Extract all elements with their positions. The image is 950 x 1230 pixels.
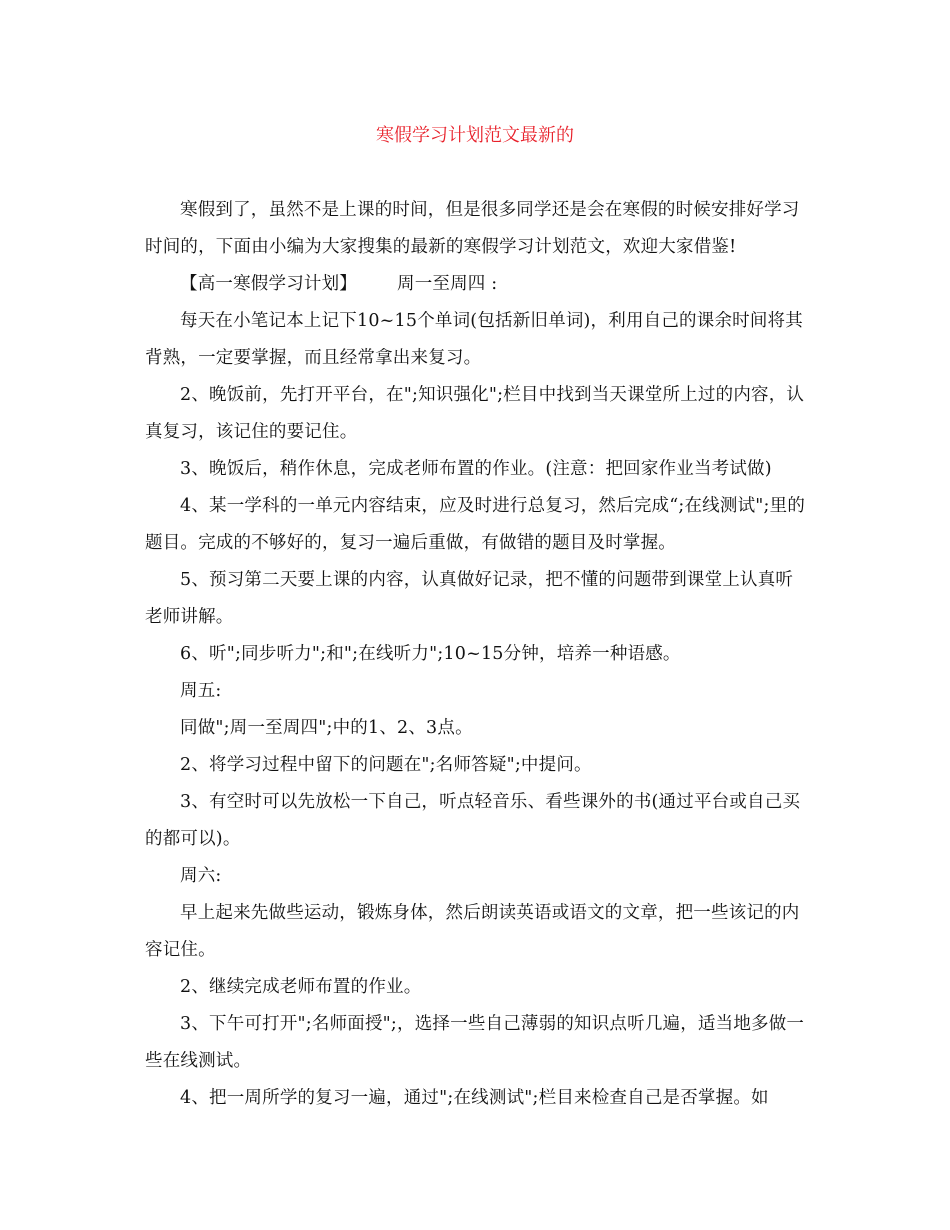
- document-title: 寒假学习计划范文最新的: [376, 125, 574, 146]
- saturday-item-4: 4、把一周所学的复习一遍，通过";在线测试";栏目来检查自己是否掌握。如: [180, 1088, 769, 1108]
- document-body: [145, 192, 810, 1117]
- saturday-item-1: 早上起来先做些运动，锻炼身体，然后朗读英语或语文的文章，把一些该记的内容记住。: [145, 903, 800, 960]
- paragraph-item-6: 6、听";同步听力";和";在线听力";10~15分钟，培养一种语感。: [180, 644, 681, 664]
- section-heading-label: 【高一寒假学习计划】: [180, 274, 357, 294]
- intro-paragraph: 寒假到了，虽然不是上课的时间，但是很多同学还是会在寒假的时候安排好学习时间的，下面由小编为大家搜集的最新的寒假学习计划范文，欢迎大家借鉴!: [145, 200, 800, 257]
- section-heading: [145, 266, 810, 303]
- paragraph-item-4: 4、某一学科的一单元内容结束，应及时进行总复习，然后完成“;在线测试";里的题目。完成的不够好的，复习一遍后重做，有做错的题目及时掌握。: [145, 496, 806, 553]
- saturday-item-2: 2、继续完成老师布置的作业。: [180, 977, 422, 997]
- paragraph-item-2: 2、晚饭前，先打开平台，在";知识强化";栏目中找到当天课堂所上过的内容，认真复习，该记住的要记住。: [145, 385, 805, 442]
- paragraph-item-3: 3、晚饭后，稍作休息，完成老师布置的作业。(注意：把回家作业当考试做): [180, 459, 772, 479]
- subheading-saturday: 周六:: [180, 866, 222, 886]
- friday-item-1: 同做";周一至周四";中的1、2、3点。: [180, 718, 473, 738]
- friday-item-2: 2、将学习过程中留下的问题在";名师答疑";中提问。: [180, 755, 592, 775]
- subheading-friday: 周五:: [180, 681, 222, 701]
- section-heading-days: 周一至周四 :: [397, 274, 498, 294]
- paragraph-item-1: 每天在小笔记本上记下10~15个单词(包括新旧单词)，利用自己的课余时间将其背熟，一定要掌握，而且经常拿出来复习。: [145, 311, 803, 368]
- paragraph-item-5: 5、预习第二天要上课的内容，认真做好记录，把不懂的问题带到课堂上认真听老师讲解。: [145, 570, 794, 627]
- saturday-item-3: 3、下午可打开";名师面授";，选择一些自己薄弱的知识点听几遍，适当地多做一些在线测试。: [145, 1014, 805, 1071]
- friday-item-3: 3、有空时可以先放松一下自己，听点轻音乐、看些课外的书(通过平台或自己买的都可以)。: [145, 792, 801, 849]
